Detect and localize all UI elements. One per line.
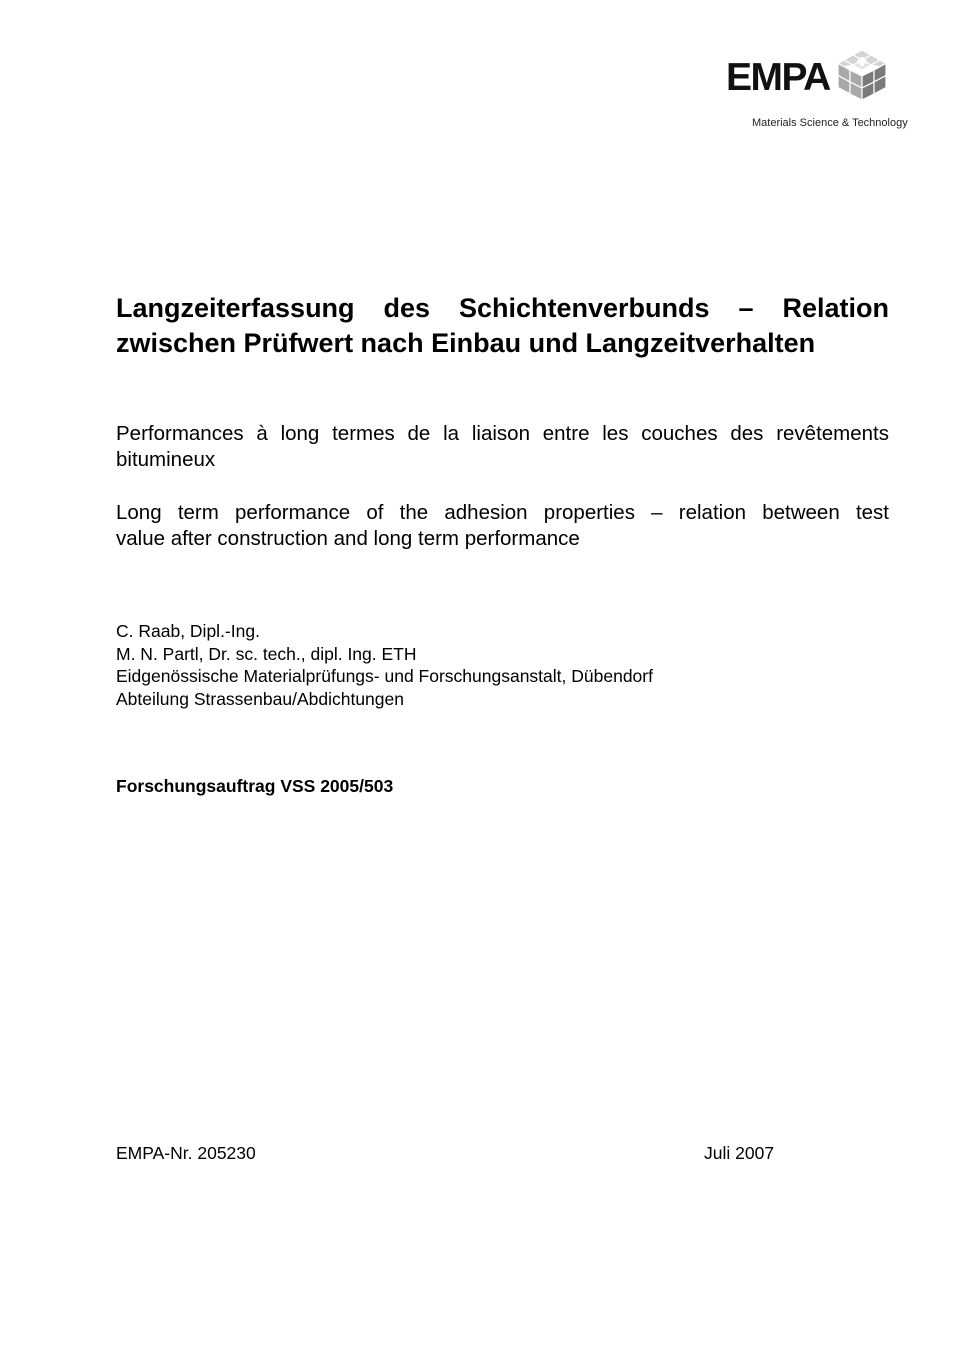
report-date: Juli 2007: [704, 1143, 775, 1163]
report-number: EMPA-Nr. 205230: [116, 1143, 256, 1163]
logo-tagline: Materials Science & Technology: [752, 117, 908, 129]
french-subtitle-line-2: bitumineux: [116, 448, 216, 471]
title-line-1: Langzeiterfassung des Schichtenverbunds – Relation: [116, 293, 889, 323]
empa-logo: [724, 48, 940, 134]
cube-logo-icon: [836, 48, 888, 106]
author-institution: Eidgenössische Materialprüfungs- und Forschungsanstalt, Dübendorf: [116, 666, 653, 686]
english-subtitle-line-2: value after construction and long term performance: [116, 527, 580, 550]
research-project-label: Forschungsauftrag VSS 2005/503: [116, 776, 394, 796]
author-raab: C. Raab, Dipl.-Ing.: [116, 621, 260, 641]
author-partl: M. N. Partl, Dr. sc. tech., dipl. Ing. ETH: [116, 643, 417, 664]
french-subtitle: [116, 421, 889, 473]
logo-wordmark: EMPA: [726, 56, 830, 99]
english-subtitle: [116, 500, 889, 552]
french-subtitle-line-1: Performances à long termes de la liaison entre les couches des revêtements: [116, 422, 889, 445]
author-block: [116, 620, 653, 710]
document-title: [116, 291, 889, 361]
title-line-2: zwischen Prüfwert nach Einbau und Langzeitverhalten: [116, 328, 816, 358]
author-department: Abteilung Strassenbau/Abdichtungen: [116, 688, 404, 709]
english-subtitle-line-1: Long term performance of the adhesion properties – relation between test: [116, 501, 889, 524]
